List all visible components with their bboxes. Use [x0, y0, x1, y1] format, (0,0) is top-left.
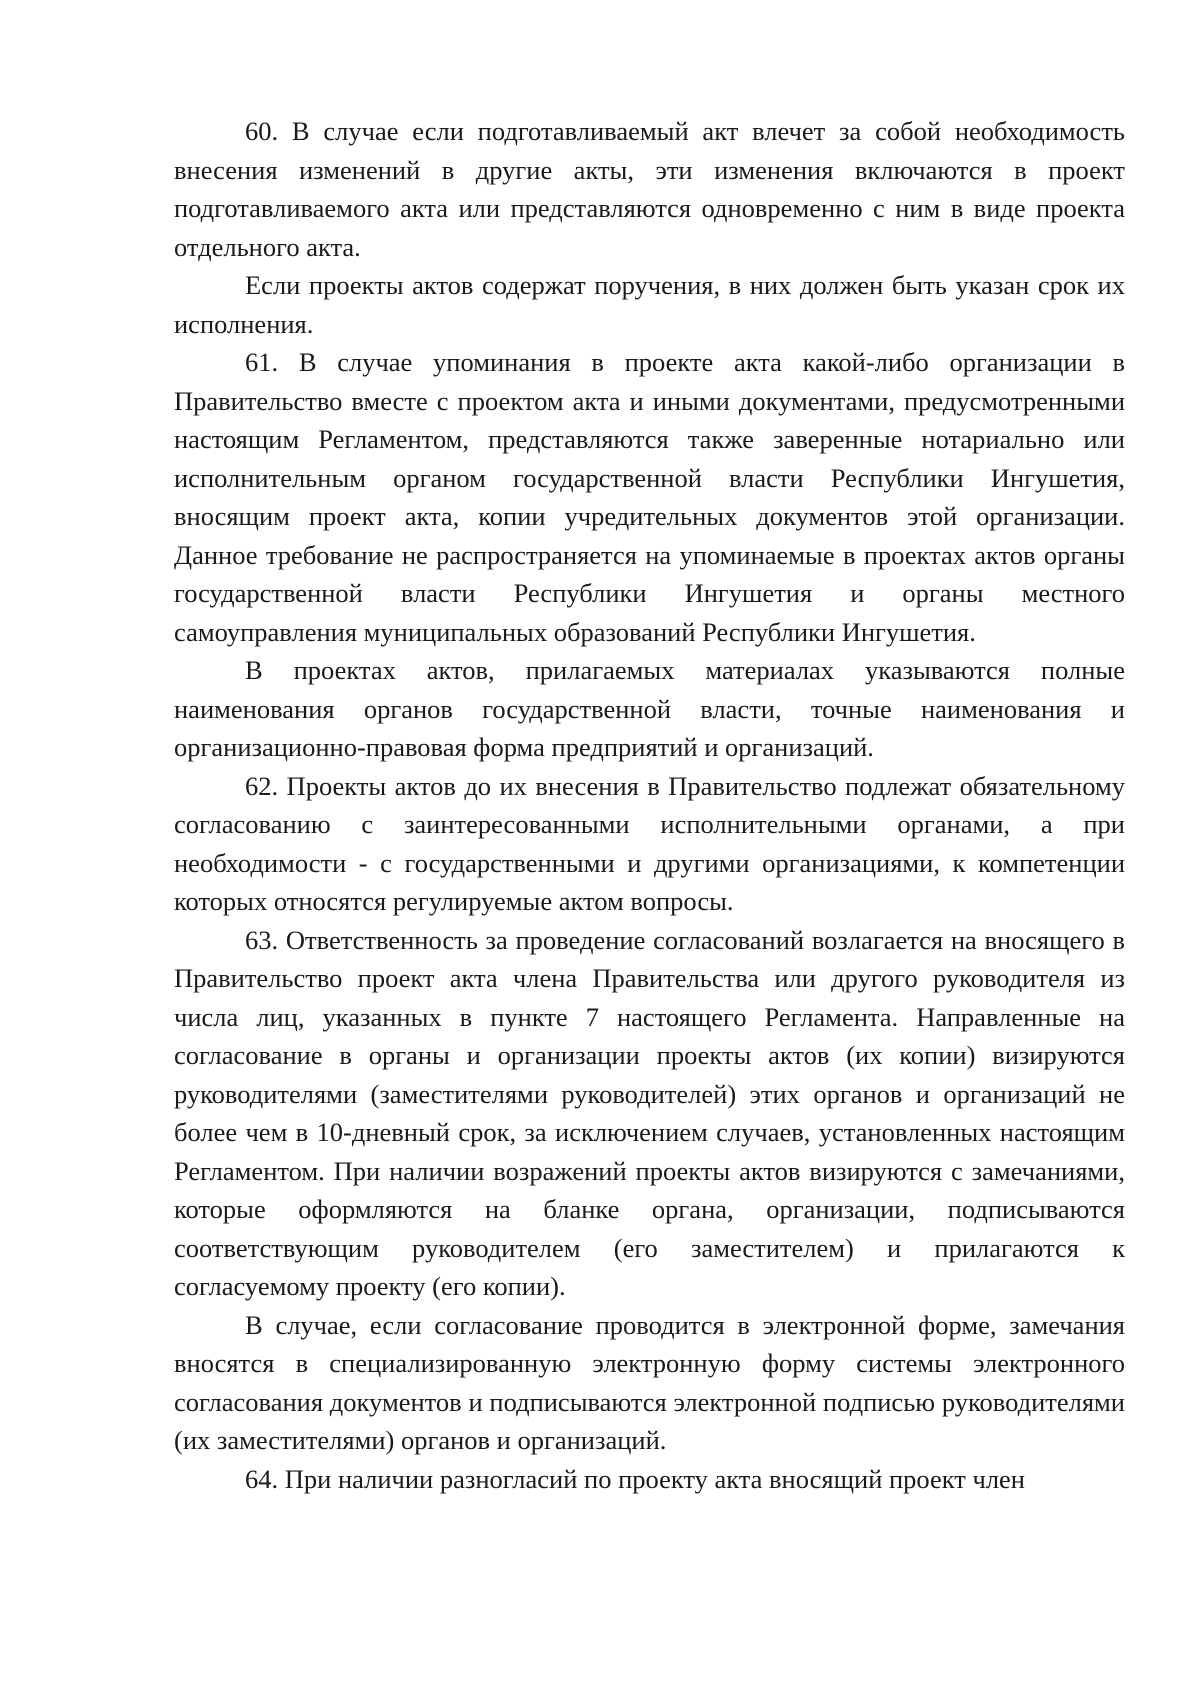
paragraph-62: 62. Проекты актов до их внесения в Правительство подлежат обязательному согласованию с заинтересованными исполнительными органами, а при необходимости - с государственными и другими организациями, к компетенции которых относятся регулируемые актом вопросы.: [174, 770, 1125, 916]
paragraph-60: 60. В случае если подготавливаемый акт влечет за собой необходимость внесения изменений в другие акты, эти изменения включаются в проект подготавливаемого акта или представляются одновременно с ним в виде проекта отдельного акта.: [174, 116, 1125, 262]
paragraph-64-start: 64. При наличии разногласий по проекту акта вносящий проект член: [245, 1463, 1025, 1494]
paragraph-63-electronic-form: В случае, если согласование проводится в электронной форме, замечания вносятся в специализированную электронную форму системы электронного согласования документов и подписываются электронной подписью руководителями (их заместителями) органов и организаций.: [174, 1309, 1125, 1455]
paragraph-61: 61. В случае упоминания в проекте акта какой-либо организации в Правительство вместе с проектом акта и иными документами, предусмотренными настоящим Регламентом, представляются также заверенные нотариально или исполнительным органом государственной власти Республики Ингушетия, вносящим проект акта, копии учредительных документов этой организации. Данное требование не распространяется на упоминаемые в проектах актов органы государственной власти Республики Ингушетия и органы местного самоуправления муниципальных образований Республики Ингушетия.: [174, 347, 1125, 647]
paragraph-61-full-names: В проектах актов, прилагаемых материалах указываются полные наименования органов государственной власти, точные наименования и организационно-правовая форма предприятий и организаций.: [174, 655, 1125, 762]
paragraph-63: 63. Ответственность за проведение согласований возлагается на вносящего в Правительство проект акта члена Правительства или другого руководителя из числа лиц, указанных в пункте 7 настоящего Регламента. Направленные на согласование в органы и организации проекты актов (их копии) визируются руководителями (заместителями руководителей) этих органов и организаций не более чем в 10-дневный срок, за исключением случаев, установленных настоящим Регламентом. При наличии возражений проекты актов визируются с замечаниями, которые оформляются на бланке органа, организации, подписываются соответствующим руководителем (его заместителем) и прилагаются к согласуемому проекту (его копии).: [174, 924, 1125, 1301]
paragraph-60-instructions-deadline: Если проекты актов содержат поручения, в них должен быть указан срок их исполнения.: [174, 270, 1125, 339]
